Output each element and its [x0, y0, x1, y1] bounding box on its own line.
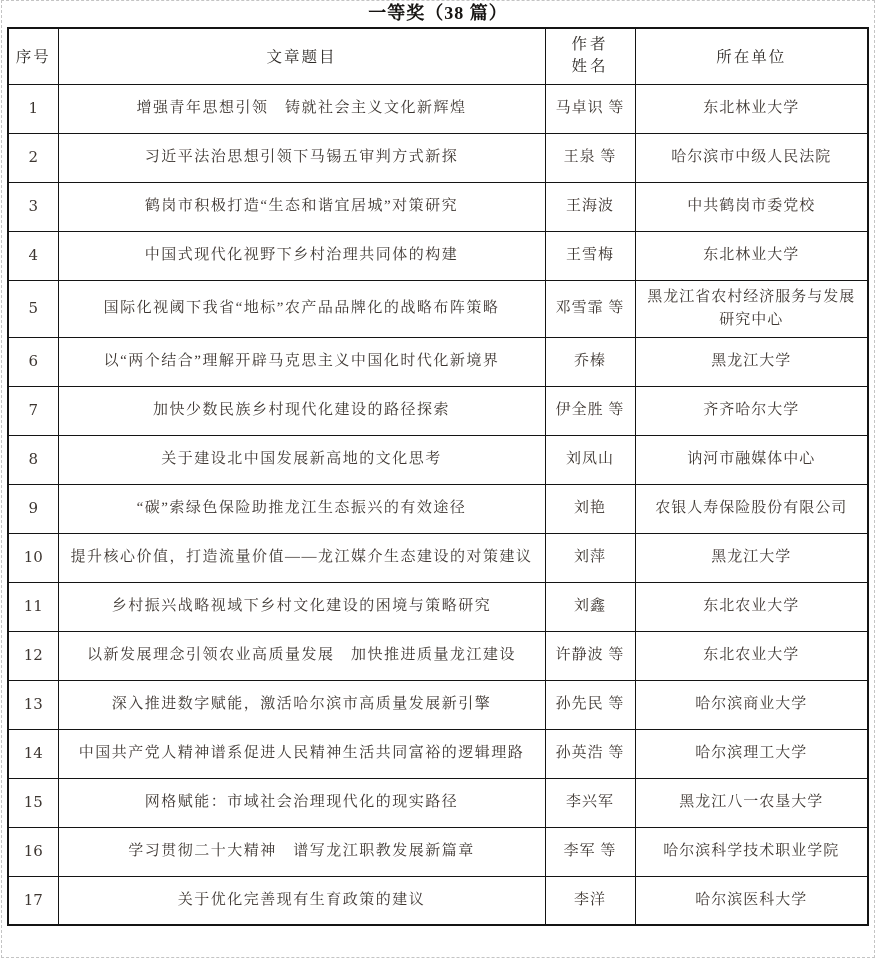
author-name-cell: 刘艳	[545, 484, 635, 533]
row-number-cell: 6	[8, 337, 58, 386]
table-header-row	[8, 28, 868, 84]
header-cell-author	[545, 28, 635, 84]
table-row	[8, 680, 868, 729]
article-title-cell: 乡村振兴战略视域下乡村文化建设的困境与策略研究	[58, 582, 545, 631]
author-name-cell: 王雪梅	[545, 231, 635, 280]
article-title-cell: 中国式现代化视野下乡村治理共同体的构建	[58, 231, 545, 280]
unit-cell: 中共鹤岗市委党校	[635, 182, 868, 231]
article-title-cell: 习近平法治思想引领下马锡五审判方式新探	[58, 133, 545, 182]
author-name-cell: 马卓识 等	[545, 84, 635, 133]
table-row	[8, 337, 868, 386]
row-number-cell: 13	[8, 680, 58, 729]
row-number-cell: 1	[8, 84, 58, 133]
author-name-cell: 乔榛	[545, 337, 635, 386]
table-row	[8, 876, 868, 925]
article-title-cell: 中国共产党人精神谱系促进人民精神生活共同富裕的逻辑理路	[58, 729, 545, 778]
table-row	[8, 582, 868, 631]
unit-cell: 哈尔滨医科大学	[635, 876, 868, 925]
author-name-cell: 李洋	[545, 876, 635, 925]
unit-cell: 讷河市融媒体中心	[635, 435, 868, 484]
header-cell-unit: 所在单位	[635, 28, 868, 84]
row-number-cell: 16	[8, 827, 58, 876]
table-row	[8, 231, 868, 280]
table-row	[8, 386, 868, 435]
unit-cell: 东北农业大学	[635, 631, 868, 680]
row-number-cell: 9	[8, 484, 58, 533]
table-row	[8, 435, 868, 484]
article-title-cell: 以新发展理念引领农业高质量发展 加快推进质量龙江建设	[58, 631, 545, 680]
article-title-cell: 提升核心价值，打造流量价值——龙江媒介生态建设的对策建议	[58, 533, 545, 582]
document-page	[1, 0, 875, 958]
table-row	[8, 133, 868, 182]
article-title-cell: 鹤岗市积极打造“生态和谐宜居城”对策研究	[58, 182, 545, 231]
author-name-cell: 邓雪霏 等	[545, 280, 635, 337]
unit-cell: 哈尔滨市中级人民法院	[635, 133, 868, 182]
table-row	[8, 280, 868, 337]
table-row	[8, 84, 868, 133]
table-row	[8, 484, 868, 533]
article-title-cell: 深入推进数字赋能，激活哈尔滨市高质量发展新引擎	[58, 680, 545, 729]
unit-cell: 齐齐哈尔大学	[635, 386, 868, 435]
award-table	[7, 27, 869, 926]
table-row	[8, 827, 868, 876]
unit-cell: 黑龙江大学	[635, 533, 868, 582]
unit-cell: 哈尔滨理工大学	[635, 729, 868, 778]
article-title-cell: 学习贯彻二十大精神 谱写龙江职教发展新篇章	[58, 827, 545, 876]
table-row	[8, 778, 868, 827]
unit-cell: 东北林业大学	[635, 231, 868, 280]
article-title-cell: 关于优化完善现有生育政策的建议	[58, 876, 545, 925]
row-number-cell: 14	[8, 729, 58, 778]
row-number-cell: 10	[8, 533, 58, 582]
unit-cell: 黑龙江八一农垦大学	[635, 778, 868, 827]
table-row	[8, 533, 868, 582]
unit-cell: 东北农业大学	[635, 582, 868, 631]
author-name-cell: 伊全胜 等	[545, 386, 635, 435]
table-row	[8, 729, 868, 778]
row-number-cell: 4	[8, 231, 58, 280]
row-number-cell: 15	[8, 778, 58, 827]
author-name-cell: 王海波	[545, 182, 635, 231]
unit-cell: 农银人寿保险股份有限公司	[635, 484, 868, 533]
header-cell-title: 文章题目	[58, 28, 545, 84]
article-title-cell: 国际化视阈下我省“地标”农产品品牌化的战略布阵策略	[58, 280, 545, 337]
header-author-line1: 作者	[571, 36, 609, 54]
row-number-cell: 2	[8, 133, 58, 182]
header-author-line2: 姓名	[571, 58, 609, 76]
page-title: 一等奖（38 篇）	[368, 3, 508, 23]
unit-cell: 哈尔滨科学技术职业学院	[635, 827, 868, 876]
header-cell-index: 序号	[8, 28, 58, 84]
article-title-cell: 以“两个结合”理解开辟马克思主义中国化时代化新境界	[58, 337, 545, 386]
author-name-cell: 刘凤山	[545, 435, 635, 484]
table-row	[8, 631, 868, 680]
article-title-cell: 增强青年思想引领 铸就社会主义文化新辉煌	[58, 84, 545, 133]
row-number-cell: 8	[8, 435, 58, 484]
row-number-cell: 5	[8, 280, 58, 337]
row-number-cell: 17	[8, 876, 58, 925]
article-title-cell: 网格赋能：市域社会治理现代化的现实路径	[58, 778, 545, 827]
unit-cell: 黑龙江省农村经济服务与发展研究中心	[635, 280, 868, 337]
author-name-cell: 孙先民 等	[545, 680, 635, 729]
row-number-cell: 12	[8, 631, 58, 680]
article-title-cell: 关于建设北中国发展新高地的文化思考	[58, 435, 545, 484]
author-name-cell: 刘鑫	[545, 582, 635, 631]
author-name-cell: 王泉 等	[545, 133, 635, 182]
unit-cell: 黑龙江大学	[635, 337, 868, 386]
author-name-cell: 李兴军	[545, 778, 635, 827]
row-number-cell: 11	[8, 582, 58, 631]
unit-cell: 哈尔滨商业大学	[635, 680, 868, 729]
author-name-cell: 李军 等	[545, 827, 635, 876]
author-name-cell: 孙英浩 等	[545, 729, 635, 778]
article-title-cell: 加快少数民族乡村现代化建设的路径探索	[58, 386, 545, 435]
author-name-cell: 刘萍	[545, 533, 635, 582]
article-title-cell: “碳”索绿色保险助推龙江生态振兴的有效途径	[58, 484, 545, 533]
unit-cell: 东北林业大学	[635, 84, 868, 133]
row-number-cell: 7	[8, 386, 58, 435]
table-row	[8, 182, 868, 231]
author-name-cell: 许静波 等	[545, 631, 635, 680]
row-number-cell: 3	[8, 182, 58, 231]
